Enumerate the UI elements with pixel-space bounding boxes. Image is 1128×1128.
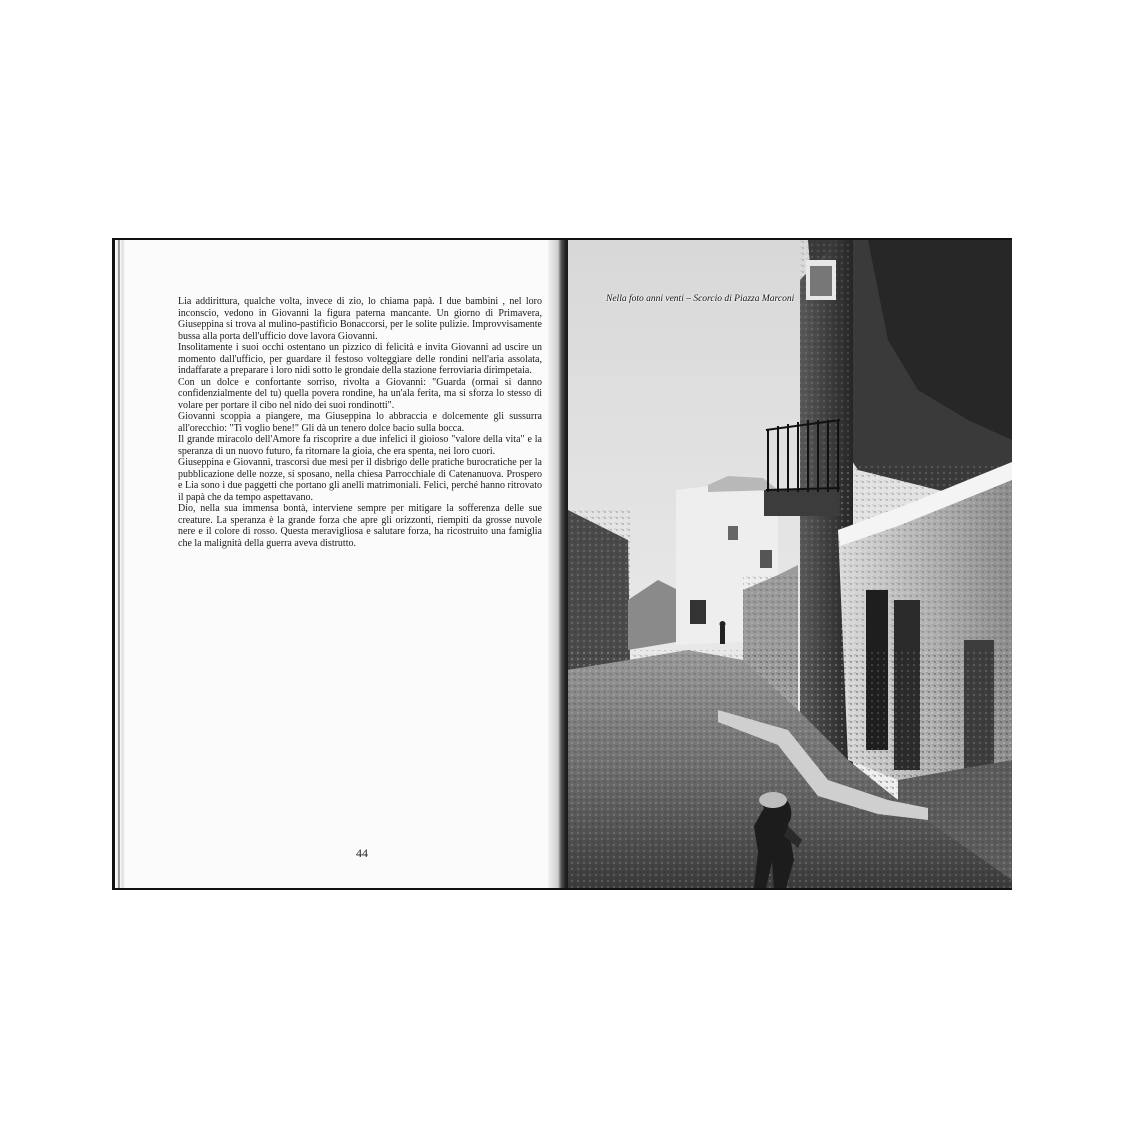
paragraph-7: Dio, nella sua immensa bontà, interviene sempre per mitigare la sofferenza delle sue creature. La speranza è la grande forza che apre gli orizzonti, riempiti da grosse nuvole nere e il colore di rosso. Questa meravigliosa e salutare forza, ha ricostruito una famiglia che la malignità della guerra aveva distrutto.: [178, 503, 542, 549]
paragraph-4: Giovanni scoppia a piangere, ma Giuseppina lo abbraccia e dolcemente gli sussurra all'orecchio: "Ti voglio bene!" Gli dà un tenero dolce bacio sulla bocca.: [178, 411, 542, 434]
left-page-edge: [112, 240, 126, 888]
street-photo: [568, 240, 1012, 888]
book-gutter: [548, 240, 570, 888]
paragraph-6: Giuseppina e Giovanni, trascorsi due mesi per il disbrigo delle pratiche burocratiche per la pubblicazione delle nozze, si sposano, nella chiesa Parrocchiale di Catenanuova. Prospero e Lia sono i due paggetti che portano gli anelli matrimoniali. Felici, perché hanno ritrovato il papà che da tempo aspettavano.: [178, 457, 542, 503]
paragraph-2: Insolitamente i suoi occhi ostentano un pizzico di felicità e invita Giovanni ad uscire un momento dall'ufficio, per guardare il festoso volteggiare delle rondini nell'aria assolata, indaffarate a preparare i loro nidi sotto le grondaie della stazione ferroviaria dirimpetaia.: [178, 342, 542, 376]
paragraph-1: Lia addirittura, qualche volta, invece di zio, lo chiama papà. I due bambini , nel loro inconscio, vedono in Giovanni la figura paterna mancante. Un giorno di Primavera, Giuseppina si trova al mulino-pastificio Bonaccorsi, per le solite pulizie. Improvvisamente bussa alla porta dell'ufficio dove lavora Giovanni.: [178, 296, 542, 342]
right-page: [568, 240, 1012, 888]
paragraph-3: Con un dolce e confortante sorriso, rivolta a Giovanni: "Guarda (ormai si danno confidenzialmente del tu) quella povera rondine, ha un'ala ferita, ma si sforza lo stesso di volare per portare il cibo nel nido dei suoi rondinotti".: [178, 376, 542, 411]
photo-caption: Nella foto anni venti – Scorcio di Piazza Marconi: [606, 294, 795, 304]
paragraph-5: Il grande miracolo dell'Amore fa riscoprire a due infelici il gioioso "valore della vita" e la speranza di un nuovo futuro, fa ritornare la gioia, che era spenta, nei loro cuori.: [178, 434, 542, 457]
body-text: [178, 296, 542, 549]
page-number: 44: [356, 846, 368, 860]
